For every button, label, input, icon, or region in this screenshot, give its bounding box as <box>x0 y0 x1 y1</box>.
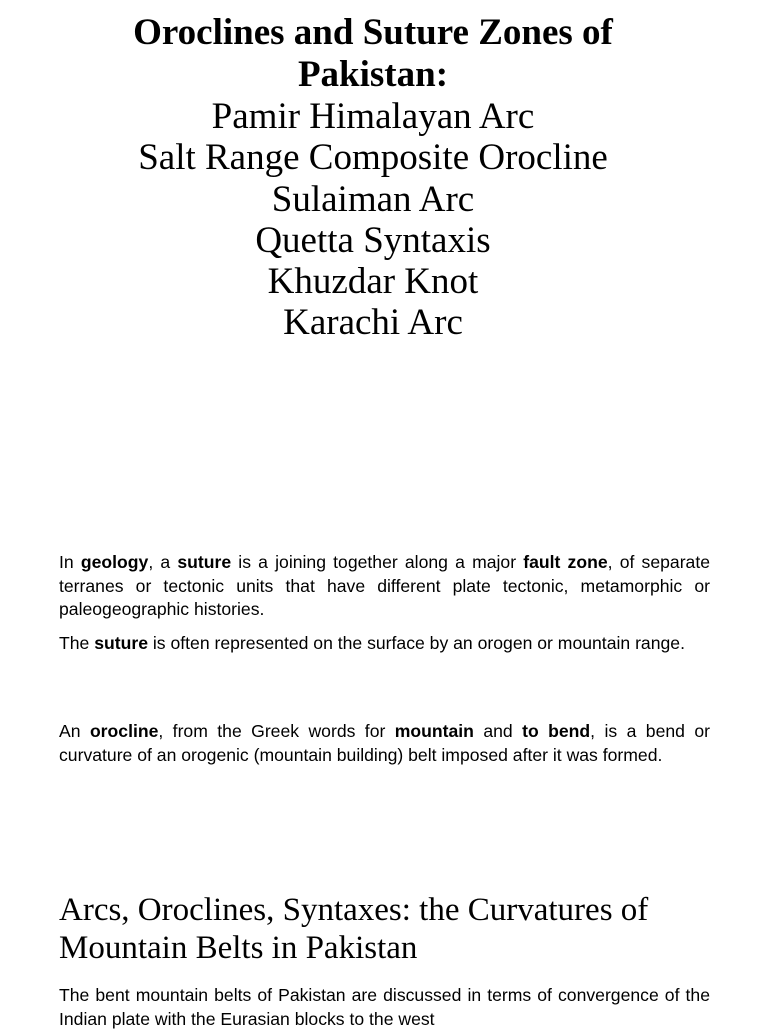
orocline-definition-paragraph <box>59 720 710 767</box>
text-run: The <box>59 633 95 653</box>
term-mountain: mountain <box>394 721 474 741</box>
text-run: is often represented on the surface by an orogen or mountain range. <box>148 633 685 653</box>
suture-surface-paragraph <box>59 632 710 656</box>
bent-mountain-belts-paragraph: The bent mountain belts of Pakistan are discussed in terms of convergence of the Indian plate with the Eurasian blocks to the west <box>59 985 710 1029</box>
text-run: , from the Greek words for <box>158 721 395 741</box>
section-heading: Arcs, Oroclines, Syntaxes: the Curvatures of Mountain Belts in Pakistan <box>59 892 649 966</box>
term-suture: suture <box>94 633 148 653</box>
text-run: An <box>59 721 90 741</box>
title-list <box>60 96 686 344</box>
title-list-item: Quetta Syntaxis <box>255 219 491 261</box>
text-run: is a joining together along a major <box>231 552 524 572</box>
title-list-item: Pamir Himalayan Arc <box>211 96 535 137</box>
term-fault-zone: fault zone <box>523 552 608 572</box>
text-run: and <box>473 721 523 741</box>
title-block <box>60 12 686 344</box>
term-suture: suture <box>177 552 232 572</box>
title-list-item: Khuzdar Knot <box>267 261 479 303</box>
title-list-item: Sulaiman Arc <box>271 178 475 220</box>
text-run: In <box>59 552 81 572</box>
suture-definition-paragraph <box>59 551 710 622</box>
text-run: , a <box>148 552 178 572</box>
title-list-item: Karachi Arc <box>283 302 463 344</box>
term-to-bend: to bend <box>522 721 591 741</box>
term-geology: geology <box>80 552 149 572</box>
page-title: Oroclines and Suture Zones of Pakistan: <box>133 12 613 95</box>
term-orocline: orocline <box>89 721 159 741</box>
title-list-item: Salt Range Composite Orocline <box>138 137 608 179</box>
text-run: , of separate terranes or tectonic units that have different plate tectonic, metamorphic or paleogeographic histories. <box>59 552 711 619</box>
text-run: , is a bend or curvature of an orogenic (mountain building) belt imposed after it was formed. <box>59 721 710 765</box>
